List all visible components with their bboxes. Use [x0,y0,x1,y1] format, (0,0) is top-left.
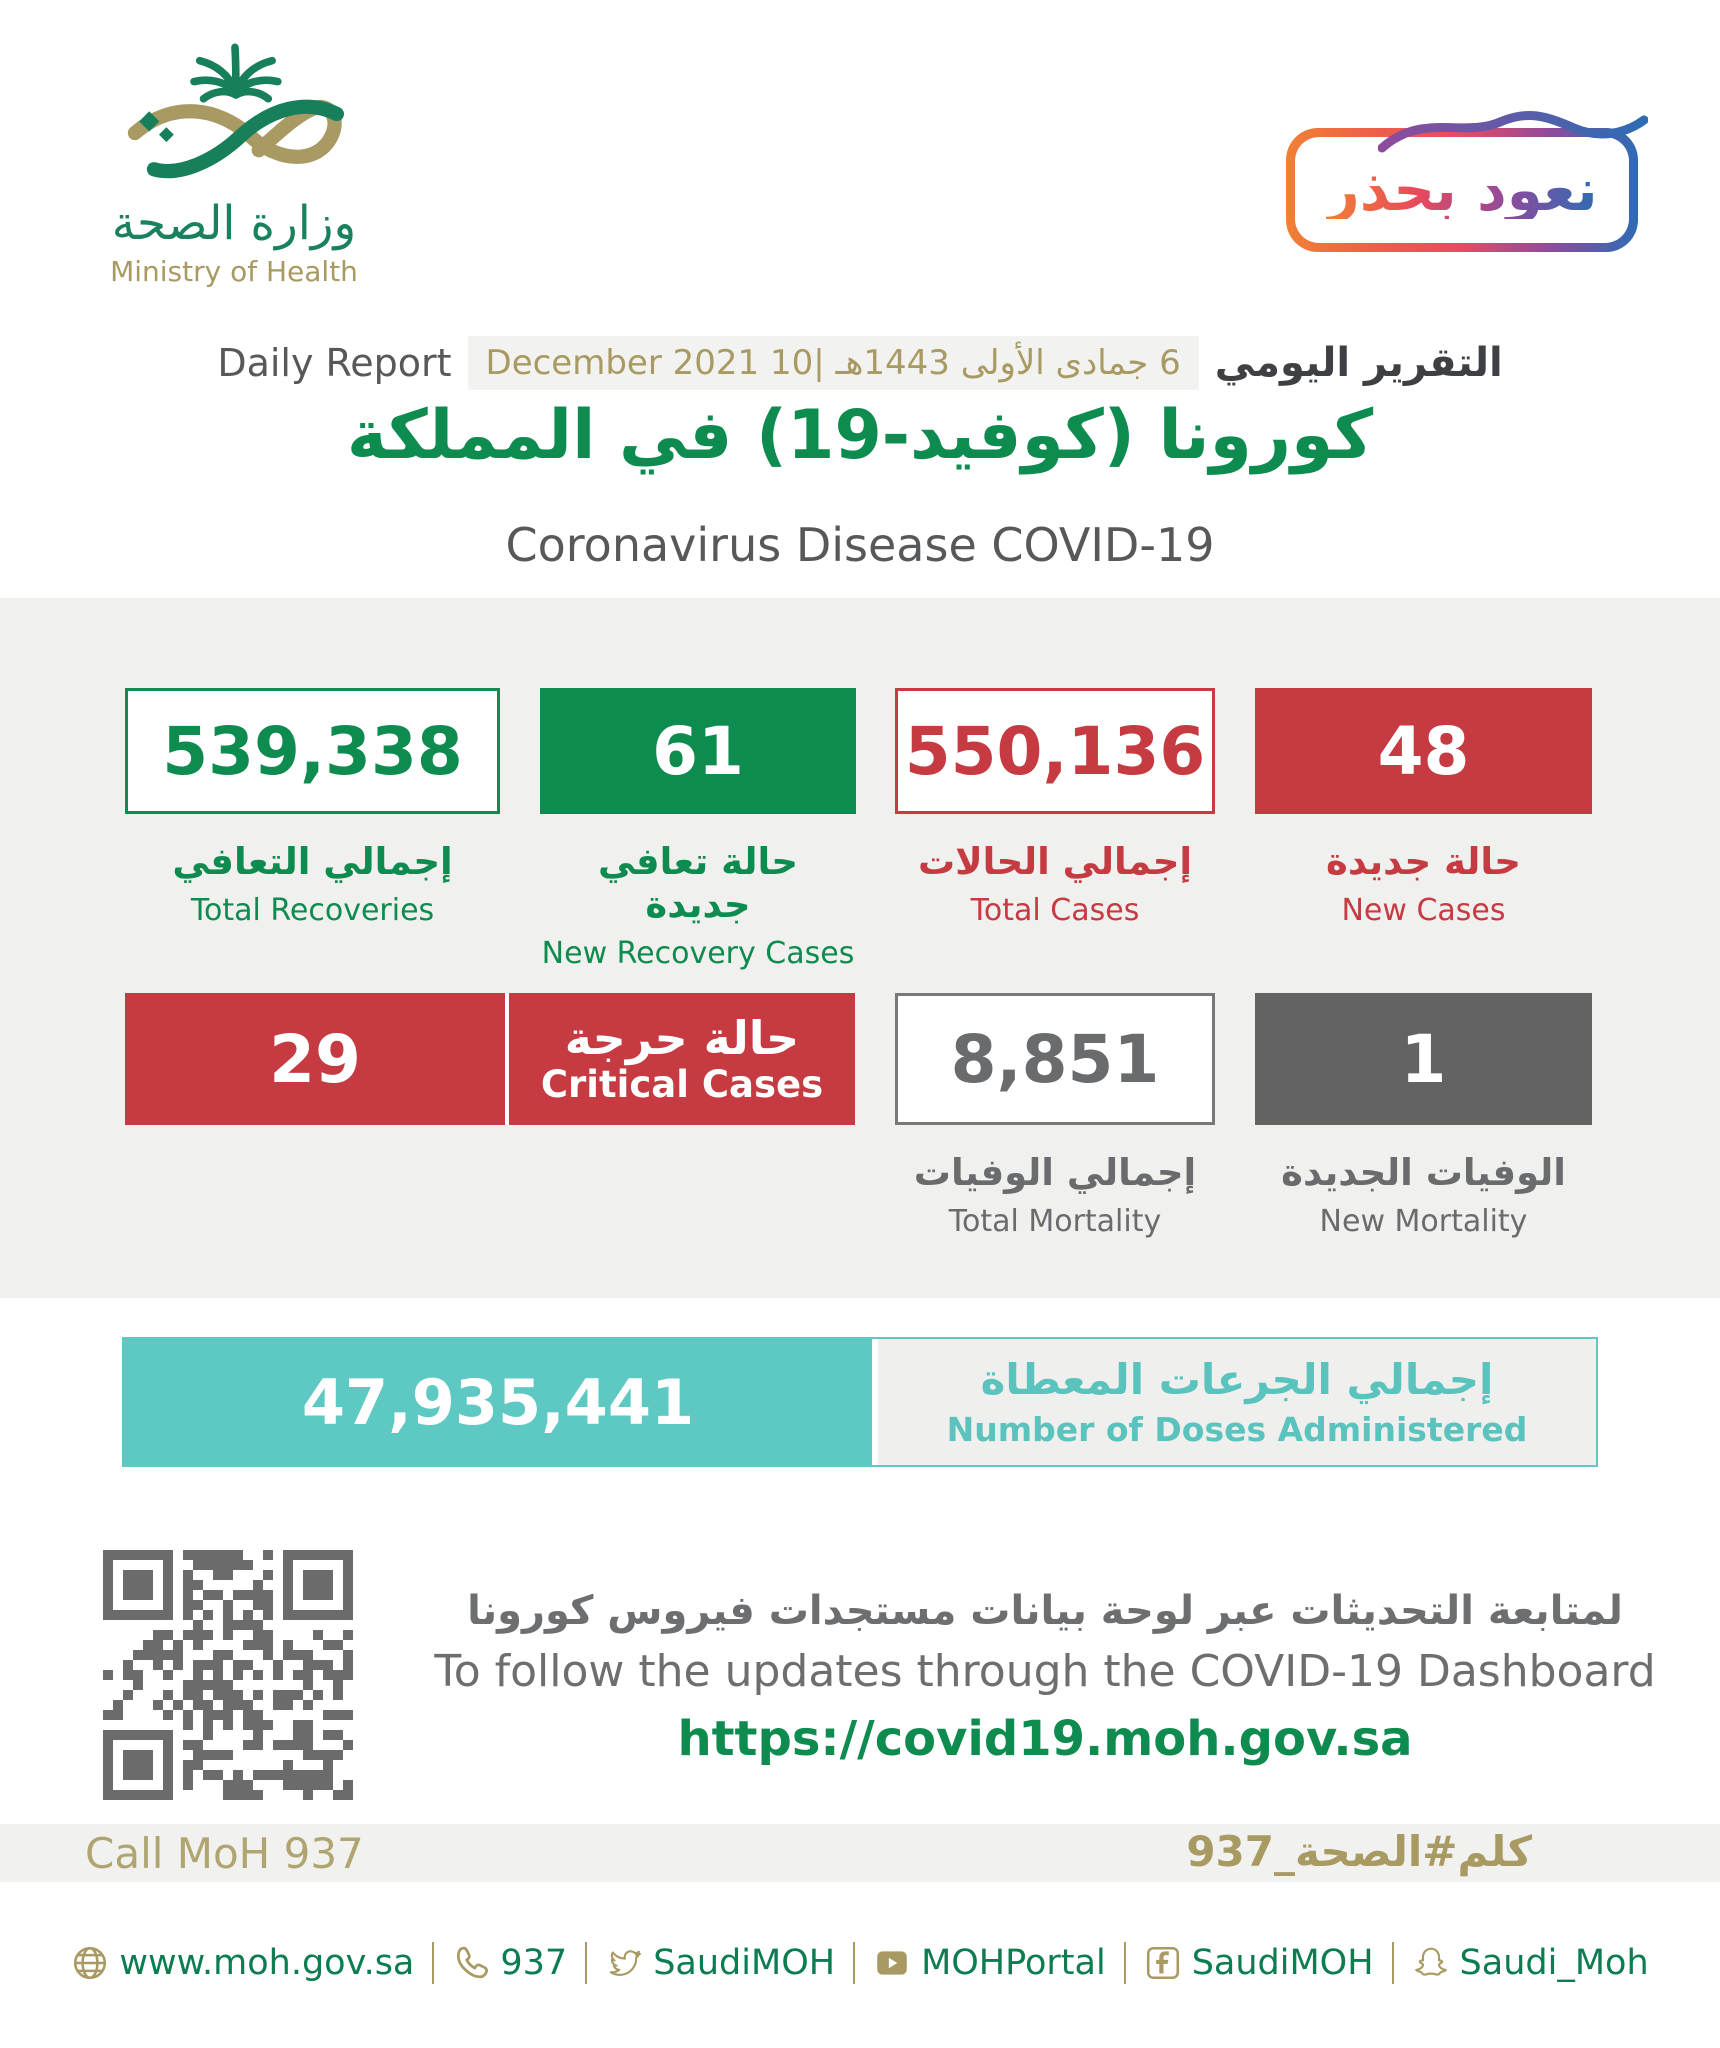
moh-palm-emblem-icon [78,34,390,194]
new-cases-stat [1255,688,1592,928]
footer-separator [1124,1942,1126,1984]
footer-link-label: SaudiMOH [1191,1943,1374,1983]
critical-cases-value: 29 [125,993,505,1125]
badge-swoosh-icon [1378,94,1648,170]
total-cases-label-en: Total Cases [970,893,1140,928]
dashboard-info [400,1588,1690,1767]
footer-link-label: www.moh.gov.sa [119,1943,415,1983]
footer-link-937[interactable] [452,1943,567,1983]
critical-cases-label-ar: حالة حرجة [564,1011,800,1066]
footer-links [0,1942,1720,1984]
footer-link-SaudiMOH[interactable] [605,1943,835,1983]
footer-link-label: 937 [500,1943,568,1983]
new-mortality-stat [1255,993,1592,1239]
footer-link-label: Saudi_Moh [1459,1943,1649,1983]
qr-code [103,1550,353,1800]
doses-value: 47,935,441 [124,1339,872,1465]
footer-separator [853,1942,855,1984]
facebook-icon [1144,1944,1182,1982]
daily-report-english: Daily Report [217,341,452,385]
doses-label-en: Number of Doses Administered [946,1410,1528,1449]
daily-report-arabic: التقرير اليومي [1214,340,1503,386]
new-recoveries-label-en: New Recovery Cases [541,936,855,971]
new-cases-label-ar: حالة جديدة [1326,840,1521,883]
total-mortality-stat [895,993,1215,1239]
dashboard-url-link[interactable]: https://covid19.moh.gov.sa [677,1711,1413,1767]
phone-icon [452,1944,490,1982]
total-recoveries-label-ar: إجمالي التعافي [172,840,453,883]
footer-link-SaudiMOH[interactable] [1144,1943,1374,1983]
page-title-arabic: كورونا (كوفيد-19) في المملكة [346,396,1374,475]
call-moh-english: Call MoH 937 [85,1829,364,1878]
footer-separator [1392,1942,1394,1984]
youtube-icon [873,1944,911,1982]
page-title-english: Coronavirus Disease COVID-19 [505,518,1215,572]
total-cases-stat [895,688,1215,928]
footer-link-label: MOHPortal [921,1943,1106,1983]
total-mortality-value: 8,851 [895,993,1215,1125]
footer-link-www.moh.gov.sa[interactable] [71,1943,414,1983]
call-bar [0,1824,1720,1882]
call-moh-arabic-hashtag: كلم#الصحة_937 [1186,1827,1532,1876]
total-cases-value: 550,136 [895,688,1215,814]
return-with-caution-badge [1286,116,1638,252]
doses-banner [122,1337,1598,1467]
report-date: 6 جمادى الأولى 1443هـ |10 December 2021 [468,336,1199,390]
snapchat-icon [1412,1944,1450,1982]
moh-logo [78,34,390,288]
badge-slogan-text: نعود بحذر [1326,156,1598,224]
dashboard-line-english: To follow the updates through the COVID-19 Dashboard [434,1646,1656,1697]
moh-name-english: Ministry of Health [110,255,358,288]
new-cases-value: 48 [1255,688,1592,814]
critical-cases-label-en: Critical Cases [540,1063,824,1107]
total-recoveries-stat [125,688,500,928]
total-recoveries-label-en: Total Recoveries [190,893,435,928]
new-recoveries-value: 61 [540,688,856,814]
new-recoveries-label-ar: حالة تعافي جديدة [597,840,799,926]
statistics-section [0,598,1720,1298]
new-mortality-label-en: New Mortality [1319,1204,1528,1239]
total-mortality-label-ar: إجمالي الوفيات [913,1151,1197,1194]
critical-cases-stat [125,993,505,1125]
total-cases-label-ar: إجمالي الحالات [917,840,1193,883]
moh-name-arabic: وزارة الصحة [111,196,357,251]
critical-cases-label-card [505,993,855,1125]
footer-separator [585,1942,587,1984]
footer-link-MOHPortal[interactable] [873,1943,1106,1983]
globe-icon [71,1944,109,1982]
total-mortality-label-en: Total Mortality [948,1204,1162,1239]
footer-link-Saudi_Moh[interactable] [1412,1943,1649,1983]
footer-separator [432,1942,434,1984]
total-recoveries-value: 539,338 [125,688,500,814]
dashboard-line-arabic: لمتابعة التحديثات عبر لوحة بيانات مستجدات فيروس كورونا [467,1588,1623,1634]
twitter-icon [605,1944,643,1982]
doses-label-ar: إجمالي الجرعات المعطاة [980,1355,1494,1404]
new-mortality-value: 1 [1255,993,1592,1125]
report-header-row [0,336,1720,390]
new-mortality-label-ar: الوفيات الجديدة [1281,1151,1566,1194]
footer-link-label: SaudiMOH [653,1943,836,1983]
new-cases-label-en: New Cases [1341,893,1506,928]
new-recoveries-stat [540,688,856,971]
